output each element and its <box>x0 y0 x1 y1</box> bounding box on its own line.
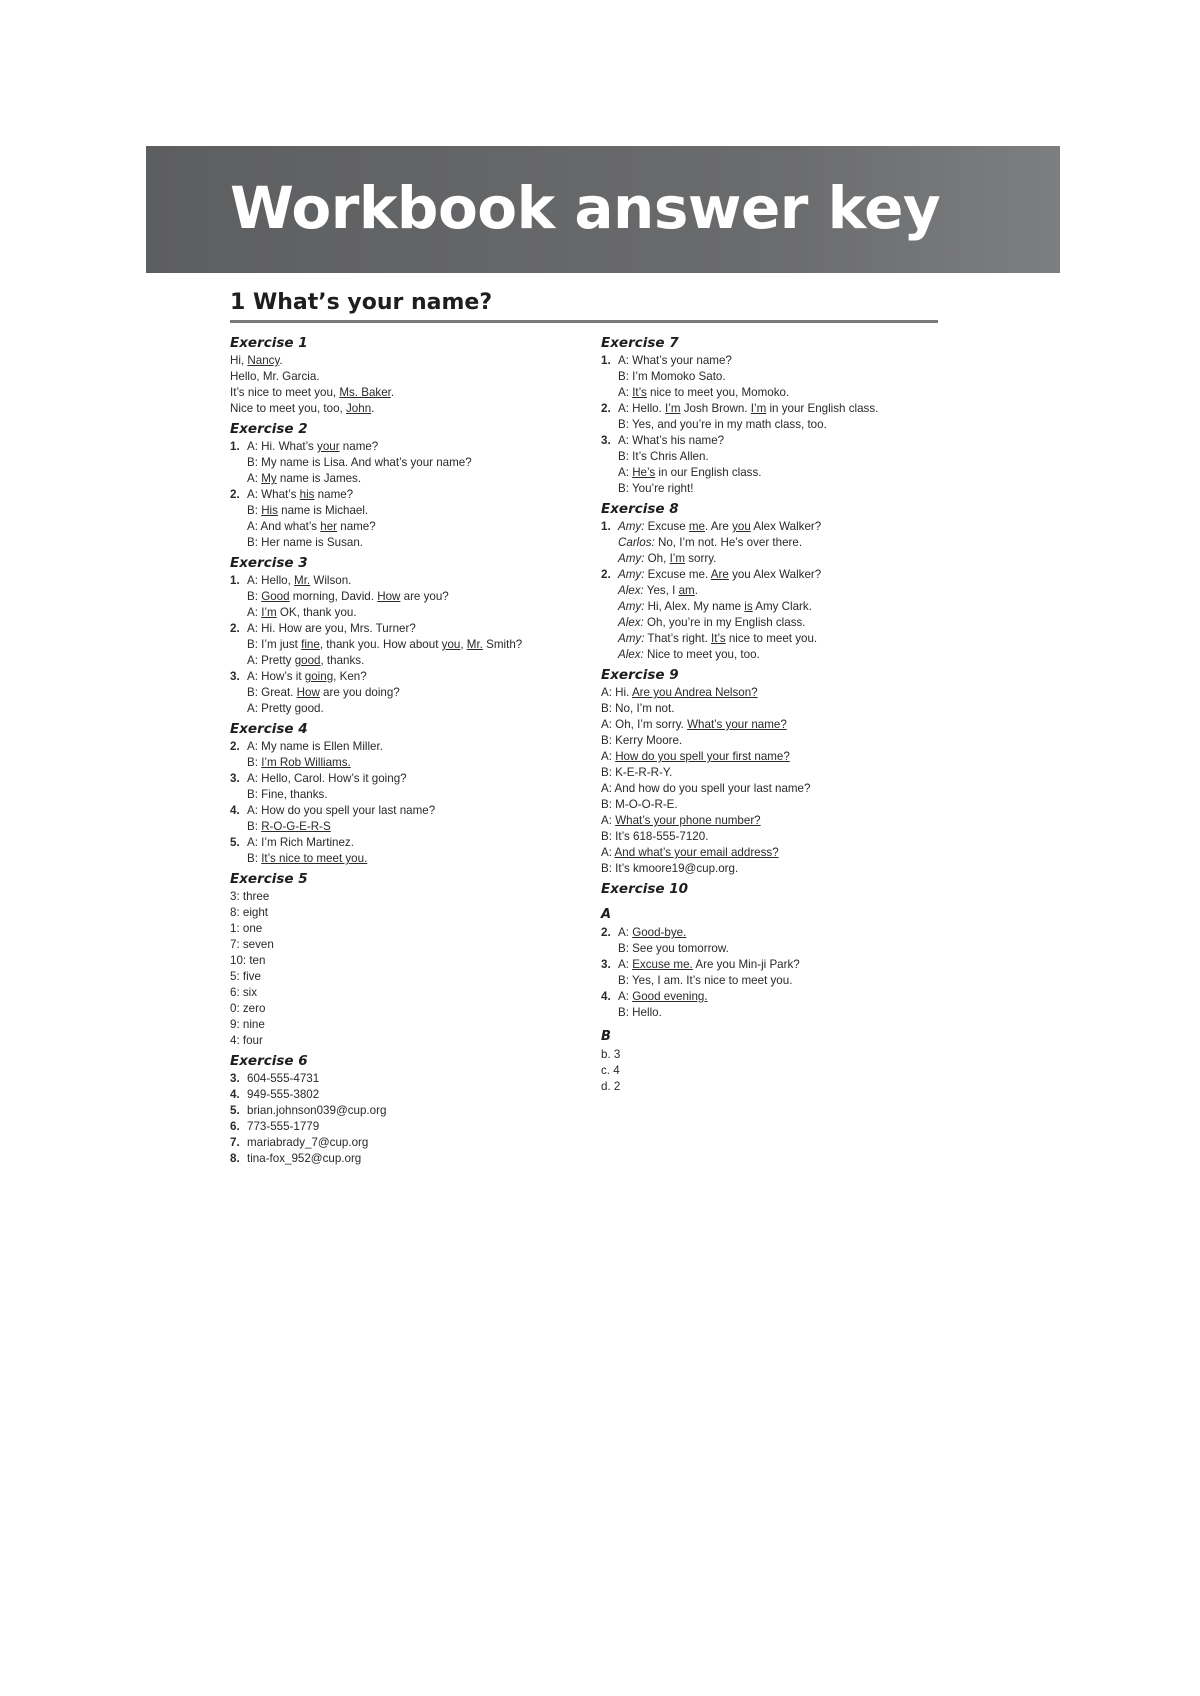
title-banner <box>146 146 1060 273</box>
item-number: 7. <box>230 1136 240 1149</box>
answer-line: B: It’s Chris Allen. <box>618 450 709 463</box>
exercise-heading: Exercise 4 <box>230 721 308 737</box>
answer-line: 2. A: Hi. How are you, Mrs. Turner? <box>230 622 416 635</box>
answer-underlined: Nancy <box>247 354 280 367</box>
answer-line: A: How do you spell your first name? <box>601 750 790 763</box>
speaker-name: Amy: <box>618 568 645 581</box>
answer-line: B: His name is Michael. <box>247 504 369 517</box>
answer-underlined: Excuse me. <box>632 958 693 971</box>
answer-line: B: See you tomorrow. <box>618 942 729 955</box>
left-column <box>230 333 590 1167</box>
answer-line: 3. A: What’s his name? <box>601 434 725 447</box>
answer-line: d. 2 <box>601 1080 621 1093</box>
answer-underlined: And what’s your email address? <box>614 846 779 859</box>
answer-underlined: I’m <box>665 402 681 415</box>
answer-line: 4: four <box>230 1034 263 1047</box>
answer-line: B: Hello. <box>618 1006 662 1019</box>
exercise-2 <box>230 439 590 551</box>
answer-underlined: Mr. <box>294 574 311 587</box>
answer-underlined: R-O-G-E-R-S <box>261 820 331 833</box>
answer-underlined: Good-bye. <box>632 926 687 939</box>
exercise-heading: Exercise 8 <box>601 501 679 517</box>
answer-underlined: He’s <box>632 466 656 479</box>
answer-line: 6: six <box>230 986 258 999</box>
answer-line: 2. A: What’s his name? <box>230 488 354 501</box>
item-number: 4. <box>230 804 240 817</box>
exercise-heading: Exercise 6 <box>230 1053 308 1069</box>
answer-underlined: My <box>261 472 277 485</box>
answer-underlined: How <box>377 590 401 603</box>
answer-line: A: My name is James. <box>247 472 362 485</box>
item-number: 2. <box>230 488 240 501</box>
speaker-name: Amy: <box>618 552 645 565</box>
answer-line: 3. A: How’s it going, Ken? <box>230 670 367 683</box>
answer-underlined: Mr. <box>466 638 483 651</box>
answer-underlined: How <box>296 686 320 699</box>
answer-line: 8. tina-fox_952@cup.org <box>230 1152 362 1165</box>
exercise-heading: Exercise 9 <box>601 667 679 683</box>
answer-underlined: Ms. Baker <box>339 386 391 399</box>
answer-line: Nice to meet you, too, John. <box>230 402 375 415</box>
answer-line: Alex: Yes, I am. <box>618 584 698 597</box>
item-number: 2. <box>230 740 240 753</box>
answer-line: B: Kerry Moore. <box>601 734 683 747</box>
answer-line: 4. A: Good evening. <box>601 990 708 1003</box>
answer-line: B: You’re right! <box>618 482 694 495</box>
answer-line: Hi, Nancy. <box>230 354 283 367</box>
item-number: 6. <box>230 1120 240 1133</box>
answer-line: B: I’m just fine, thank you. How about you, Mr. Smith? <box>247 638 523 651</box>
answer-underlined: His <box>261 504 278 517</box>
answer-line: 2. A: Good-bye. <box>601 926 687 939</box>
item-number: 3. <box>601 434 611 447</box>
answer-underlined: Good evening. <box>632 990 708 1003</box>
speaker-name: Alex: <box>618 616 644 629</box>
answer-line: A: Oh, I’m sorry. What’s your name? <box>601 718 787 731</box>
answer-line: B: It’s kmoore19@cup.org. <box>601 862 739 875</box>
item-number: 3. <box>601 958 611 971</box>
answer-line: 4. 949-555-3802 <box>230 1088 320 1101</box>
answer-underlined: her <box>320 520 338 533</box>
answer-line: 2. Amy: Excuse me. Are you Alex Walker? <box>601 568 822 581</box>
answer-line: c. 4 <box>601 1064 620 1077</box>
answer-underlined: How do you spell your first name? <box>615 750 790 763</box>
answer-underlined: What’s your phone number? <box>615 814 761 827</box>
answer-line: B: Yes, I am. It’s nice to meet you. <box>618 974 793 987</box>
answer-line: Hello, Mr. Garcia. <box>230 370 320 383</box>
answer-line: 10: ten <box>230 954 266 967</box>
answer-underlined: Good <box>261 590 290 603</box>
answer-line: 7. mariabrady_7@cup.org <box>230 1136 369 1149</box>
answer-underlined: you <box>732 520 751 533</box>
right-column <box>601 333 1021 1095</box>
part-heading: B <box>601 1029 611 1044</box>
answer-underlined: Are you Andrea Nelson? <box>631 686 758 699</box>
answer-underlined: Are <box>710 568 729 581</box>
exercise-4 <box>230 739 590 867</box>
answer-underlined: am <box>678 584 695 597</box>
exercise-heading: Exercise 5 <box>230 871 308 887</box>
exercise-1 <box>230 353 590 417</box>
answer-underlined: John <box>346 402 372 415</box>
item-number: 2. <box>230 622 240 635</box>
answer-line: 1. Amy: Excuse me. Are you Alex Walker? <box>601 520 822 533</box>
exercise-heading: Exercise 3 <box>230 555 308 571</box>
answer-line: B: M-O-O-R-E. <box>601 798 678 811</box>
answer-line: A: And how do you spell your last name? <box>601 782 811 795</box>
item-number: 2. <box>601 568 611 581</box>
answer-line: B: I’m Rob Williams. <box>247 756 351 769</box>
answer-line: 3. A: Excuse me. Are you Min-ji Park? <box>601 958 800 971</box>
item-number: 8. <box>230 1152 240 1165</box>
item-number: 5. <box>230 1104 240 1117</box>
unit-title: 1 What’s your name? <box>230 290 493 315</box>
answer-line: 2. A: Hello. I’m Josh Brown. I’m in your English class. <box>601 402 879 415</box>
exercise-10-part-a <box>601 925 1021 1021</box>
item-number: 3. <box>230 772 240 785</box>
exercise-heading: Exercise 7 <box>601 335 679 351</box>
speaker-name: Alex: <box>618 584 644 597</box>
speaker-name: Alex: <box>618 648 644 661</box>
answer-line: 7: seven <box>230 938 274 951</box>
answer-underlined: me <box>688 520 705 533</box>
answer-underlined: What’s your name? <box>687 718 787 731</box>
answer-line: Amy: That’s right. It’s nice to meet you. <box>618 632 818 645</box>
answer-line: B: R-O-G-E-R-S <box>247 820 331 833</box>
exercise-3 <box>230 573 590 717</box>
exercise-7 <box>601 353 1021 497</box>
exercise-heading: Exercise 1 <box>230 335 308 351</box>
item-number: 3. <box>230 1072 240 1085</box>
answer-underlined: you <box>441 638 461 651</box>
answer-line: A: And what’s your email address? <box>601 846 779 859</box>
answer-line: B: My name is Lisa. And what’s your name? <box>247 456 472 469</box>
answer-line: Alex: Nice to meet you, too. <box>618 648 760 661</box>
part-heading: A <box>601 907 612 922</box>
item-number: 1. <box>230 574 240 587</box>
answer-line: Alex: Oh, you’re in my English class. <box>618 616 806 629</box>
answer-line: A: Pretty good. <box>247 702 324 715</box>
answer-line: 1. A: Hi. What’s your name? <box>230 440 379 453</box>
exercise-8 <box>601 519 1021 663</box>
item-number: 1. <box>601 520 611 533</box>
answer-line: B: Yes, and you’re in my math class, too. <box>618 418 827 431</box>
exercise-9 <box>601 685 1021 877</box>
answer-line: Carlos: No, I’m not. He’s over there. <box>618 536 803 549</box>
answer-line: Amy: Oh, I’m sorry. <box>618 552 717 565</box>
answer-line: B: It’s 618-555-7120. <box>601 830 709 843</box>
answer-line: 3. 604-555-4731 <box>230 1072 320 1085</box>
answer-line: 5. A: I’m Rich Martinez. <box>230 836 354 849</box>
title-rule <box>230 320 938 323</box>
answer-underlined: It’s <box>711 632 726 645</box>
answer-underlined: your <box>317 440 340 453</box>
answer-underlined: his <box>299 488 315 501</box>
answer-line: B: K-E-R-R-Y. <box>601 766 673 779</box>
item-number: 4. <box>601 990 611 1003</box>
exercise-10-part-b <box>601 1047 1021 1095</box>
speaker-name: Amy: <box>618 600 645 613</box>
answer-line: 3: three <box>230 890 270 903</box>
answer-underlined: fine <box>301 638 320 651</box>
answer-underlined: It’s nice to meet you. <box>261 852 368 865</box>
answer-line: B: It’s nice to meet you. <box>247 852 368 865</box>
exercise-5 <box>230 889 590 1049</box>
item-number: 3. <box>230 670 240 683</box>
answer-line: A: It’s nice to meet you, Momoko. <box>618 386 790 399</box>
exercise-heading: Exercise 2 <box>230 421 308 437</box>
answer-line: 1. A: What’s your name? <box>601 354 732 367</box>
answer-line: B: Her name is Susan. <box>247 536 363 549</box>
answer-line: A: Hi. Are you Andrea Nelson? <box>601 686 758 699</box>
answer-line: B: I’m Momoko Sato. <box>618 370 726 383</box>
answer-line: B: Great. How are you doing? <box>247 686 400 699</box>
answer-line: B: No, I’m not. <box>601 702 675 715</box>
answer-line: 6. 773-555-1779 <box>230 1120 320 1133</box>
answer-underlined: I’m <box>669 552 686 565</box>
answer-line: 5: five <box>230 970 261 983</box>
item-number: 1. <box>230 440 240 453</box>
item-number: 5. <box>230 836 240 849</box>
answer-line: 8: eight <box>230 906 269 919</box>
item-number: 2. <box>601 402 611 415</box>
speaker-name: Amy: <box>618 632 645 645</box>
item-number: 1. <box>601 354 611 367</box>
answer-underlined: It’s <box>632 386 647 399</box>
answer-underlined: I’m Rob Williams. <box>261 756 351 769</box>
answer-line: 1: one <box>230 922 263 935</box>
answer-line: Amy: Hi, Alex. My name is Amy Clark. <box>618 600 812 613</box>
exercise-6 <box>230 1071 590 1167</box>
speaker-name: Amy: <box>618 520 645 533</box>
answer-line: A: And what’s her name? <box>247 520 376 533</box>
answer-line: 5. brian.johnson039@cup.org <box>230 1104 387 1117</box>
answer-line: It’s nice to meet you, Ms. Baker. <box>230 386 395 399</box>
answer-underlined: is <box>744 600 753 613</box>
answer-underlined: good <box>294 654 321 667</box>
answer-line: 4. A: How do you spell your last name? <box>230 804 436 817</box>
answer-underlined: I’m <box>261 606 277 619</box>
answer-line: A: He’s in our English class. <box>618 466 762 479</box>
item-number: 2. <box>601 926 611 939</box>
speaker-name: Carlos: <box>618 536 655 549</box>
page-title: Workbook answer key <box>230 174 941 242</box>
exercise-heading: Exercise 10 <box>601 881 689 897</box>
answer-line: b. 3 <box>601 1048 621 1061</box>
answer-line: A: I’m OK, thank you. <box>247 606 357 619</box>
answer-line: B: Good morning, David. How are you? <box>247 590 449 603</box>
answer-line: 2. A: My name is Ellen Miller. <box>230 740 383 753</box>
answer-underlined: I’m <box>750 402 767 415</box>
answer-line: B: Fine, thanks. <box>247 788 328 801</box>
item-number: 4. <box>230 1088 240 1101</box>
answer-line: 3. A: Hello, Carol. How’s it going? <box>230 772 407 785</box>
answer-underlined: going <box>304 670 334 683</box>
answer-line: A: Pretty good, thanks. <box>247 654 365 667</box>
answer-line: A: What’s your phone number? <box>601 814 761 827</box>
answer-line: 9: nine <box>230 1018 265 1031</box>
answer-line: 1. A: Hello, Mr. Wilson. <box>230 574 352 587</box>
answer-line: 0: zero <box>230 1002 266 1015</box>
